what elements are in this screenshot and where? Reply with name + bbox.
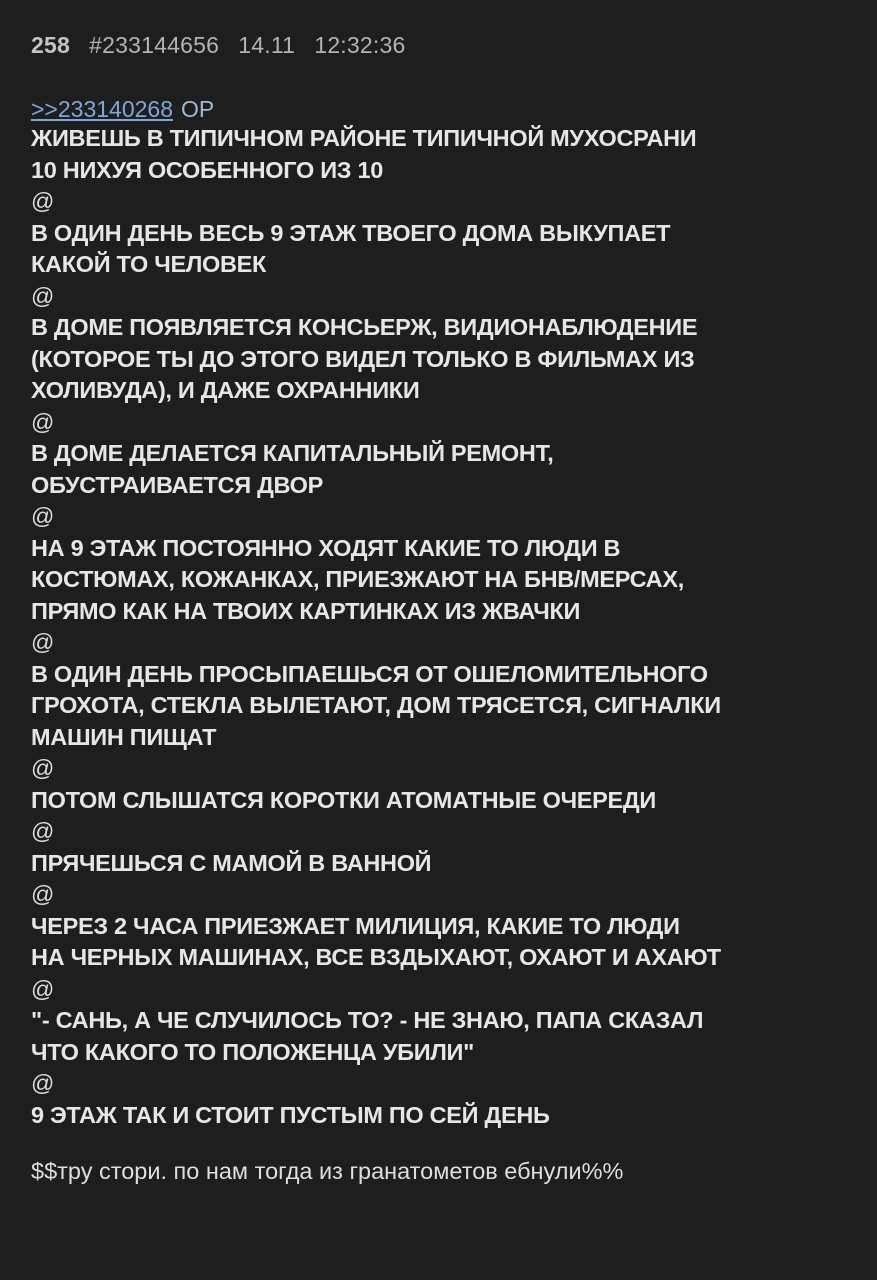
post-text-line: "- САНЬ, А ЧЕ СЛУЧИЛОСЬ ТО? - НЕ ЗНАЮ, ПАПА СКАЗАЛ: [31, 1007, 704, 1033]
post-time: 12:32:36: [314, 32, 406, 58]
post-id[interactable]: #233144656: [89, 32, 220, 58]
post-text-line: В ОДИН ДЕНЬ ПРОСЫПАЕШЬСЯ ОТ ОШЕЛОМИТЕЛЬНОГО: [31, 660, 708, 687]
post-text-line: ОБУСТРАИВАЕТСЯ ДВОР: [31, 471, 323, 498]
at-separator: @: [31, 503, 55, 529]
post-text-line: В ДОМЕ ПОЯВЛЯЕТСЯ КОНСЬЕРЖ, ВИДИОНАБЛЮДЕНИЕ: [31, 314, 698, 340]
post-text-line: В ОДИН ДЕНЬ ВЕСЬ 9 ЭТАЖ ТВОЕГО ДОМА ВЫКУПАЕТ: [31, 219, 671, 246]
at-separator: @: [31, 282, 55, 309]
reply-line: [31, 95, 851, 123]
post-text-line: ЧТО КАКОГО ТО ПОЛОЖЕНЦА УБИЛИ": [31, 1038, 474, 1065]
post-date: 14.11: [238, 32, 296, 58]
op-tag: OP: [181, 96, 215, 122]
post-text-line: ПРЯЧЕШЬСЯ С МАМОЙ В ВАННОЙ: [31, 849, 432, 876]
at-separator: @: [31, 188, 55, 214]
at-separator: @: [31, 629, 55, 655]
post-text-line: ПРЯМО КАК НА ТВОИХ КАРТИНКАХ ИЗ ЖВАЧКИ: [31, 597, 581, 624]
reply-link[interactable]: >>233140268: [31, 96, 173, 122]
post-text-line: МАШИН ПИЩАТ: [31, 723, 217, 750]
post-text-line: 10 НИХУЯ ОСОБЕННОГО ИЗ 10: [31, 156, 383, 183]
post-text-line: НА ЧЕРНЫХ МАШИНАХ, ВСЕ ВЗДЫХАЮТ, ОХАЮТ И АХАЮТ: [31, 944, 721, 970]
post-text-line: ХОЛИВУДА), И ДАЖЕ ОХРАННИКИ: [31, 377, 420, 403]
post-header: [31, 30, 851, 60]
at-separator: @: [31, 755, 55, 781]
post-text-line: ПОТОМ СЛЫШАТСЯ КОРОТКИ АТОМАТНЫЕ ОЧЕРЕДИ: [31, 786, 656, 813]
post-body: [31, 123, 851, 1131]
post-text-line: КОСТЮМАХ, КОЖАНКАХ, ПРИЕЗЖАЮТ НА БНВ/МЕРСАХ,: [31, 566, 684, 592]
at-separator: @: [31, 408, 55, 435]
post: [31, 30, 851, 1186]
post-text-line: 9 ЭТАЖ ТАК И СТОИТ ПУСТЫМ ПО СЕЙ ДЕНЬ: [31, 1101, 550, 1128]
post-text-line: ГРОХОТА, СТЕКЛА ВЫЛЕТАЮТ, ДОМ ТРЯСЕТСЯ, СИГНАЛКИ: [31, 692, 721, 718]
post-number: 258: [31, 32, 70, 58]
at-separator: @: [31, 818, 55, 844]
at-separator: @: [31, 881, 55, 907]
post-text-line: КАКОЙ ТО ЧЕЛОВЕК: [31, 251, 267, 277]
post-text-line: В ДОМЕ ДЕЛАЕТСЯ КАПИТАЛЬНЫЙ РЕМОНТ,: [31, 440, 554, 466]
post-text-line: НА 9 ЭТАЖ ПОСТОЯННО ХОДЯТ КАКИЕ ТО ЛЮДИ В: [31, 534, 621, 561]
at-separator: @: [31, 1070, 55, 1096]
post-text-line: ЧЕРЕЗ 2 ЧАСА ПРИЕЗЖАЕТ МИЛИЦИЯ, КАКИЕ ТО ЛЮДИ: [31, 912, 680, 939]
post-text-line: (КОТОРОЕ ТЫ ДО ЭТОГО ВИДЕЛ ТОЛЬКО В ФИЛЬМАХ ИЗ: [31, 345, 695, 372]
post-footer-text: $$тру стори. по нам тогда из гранатометов ебнули%%: [31, 1158, 624, 1184]
post-text-line: ЖИВЕШЬ В ТИПИЧНОМ РАЙОНЕ ТИПИЧНОЙ МУХОСРАНИ: [31, 125, 697, 151]
at-separator: @: [31, 975, 55, 1002]
